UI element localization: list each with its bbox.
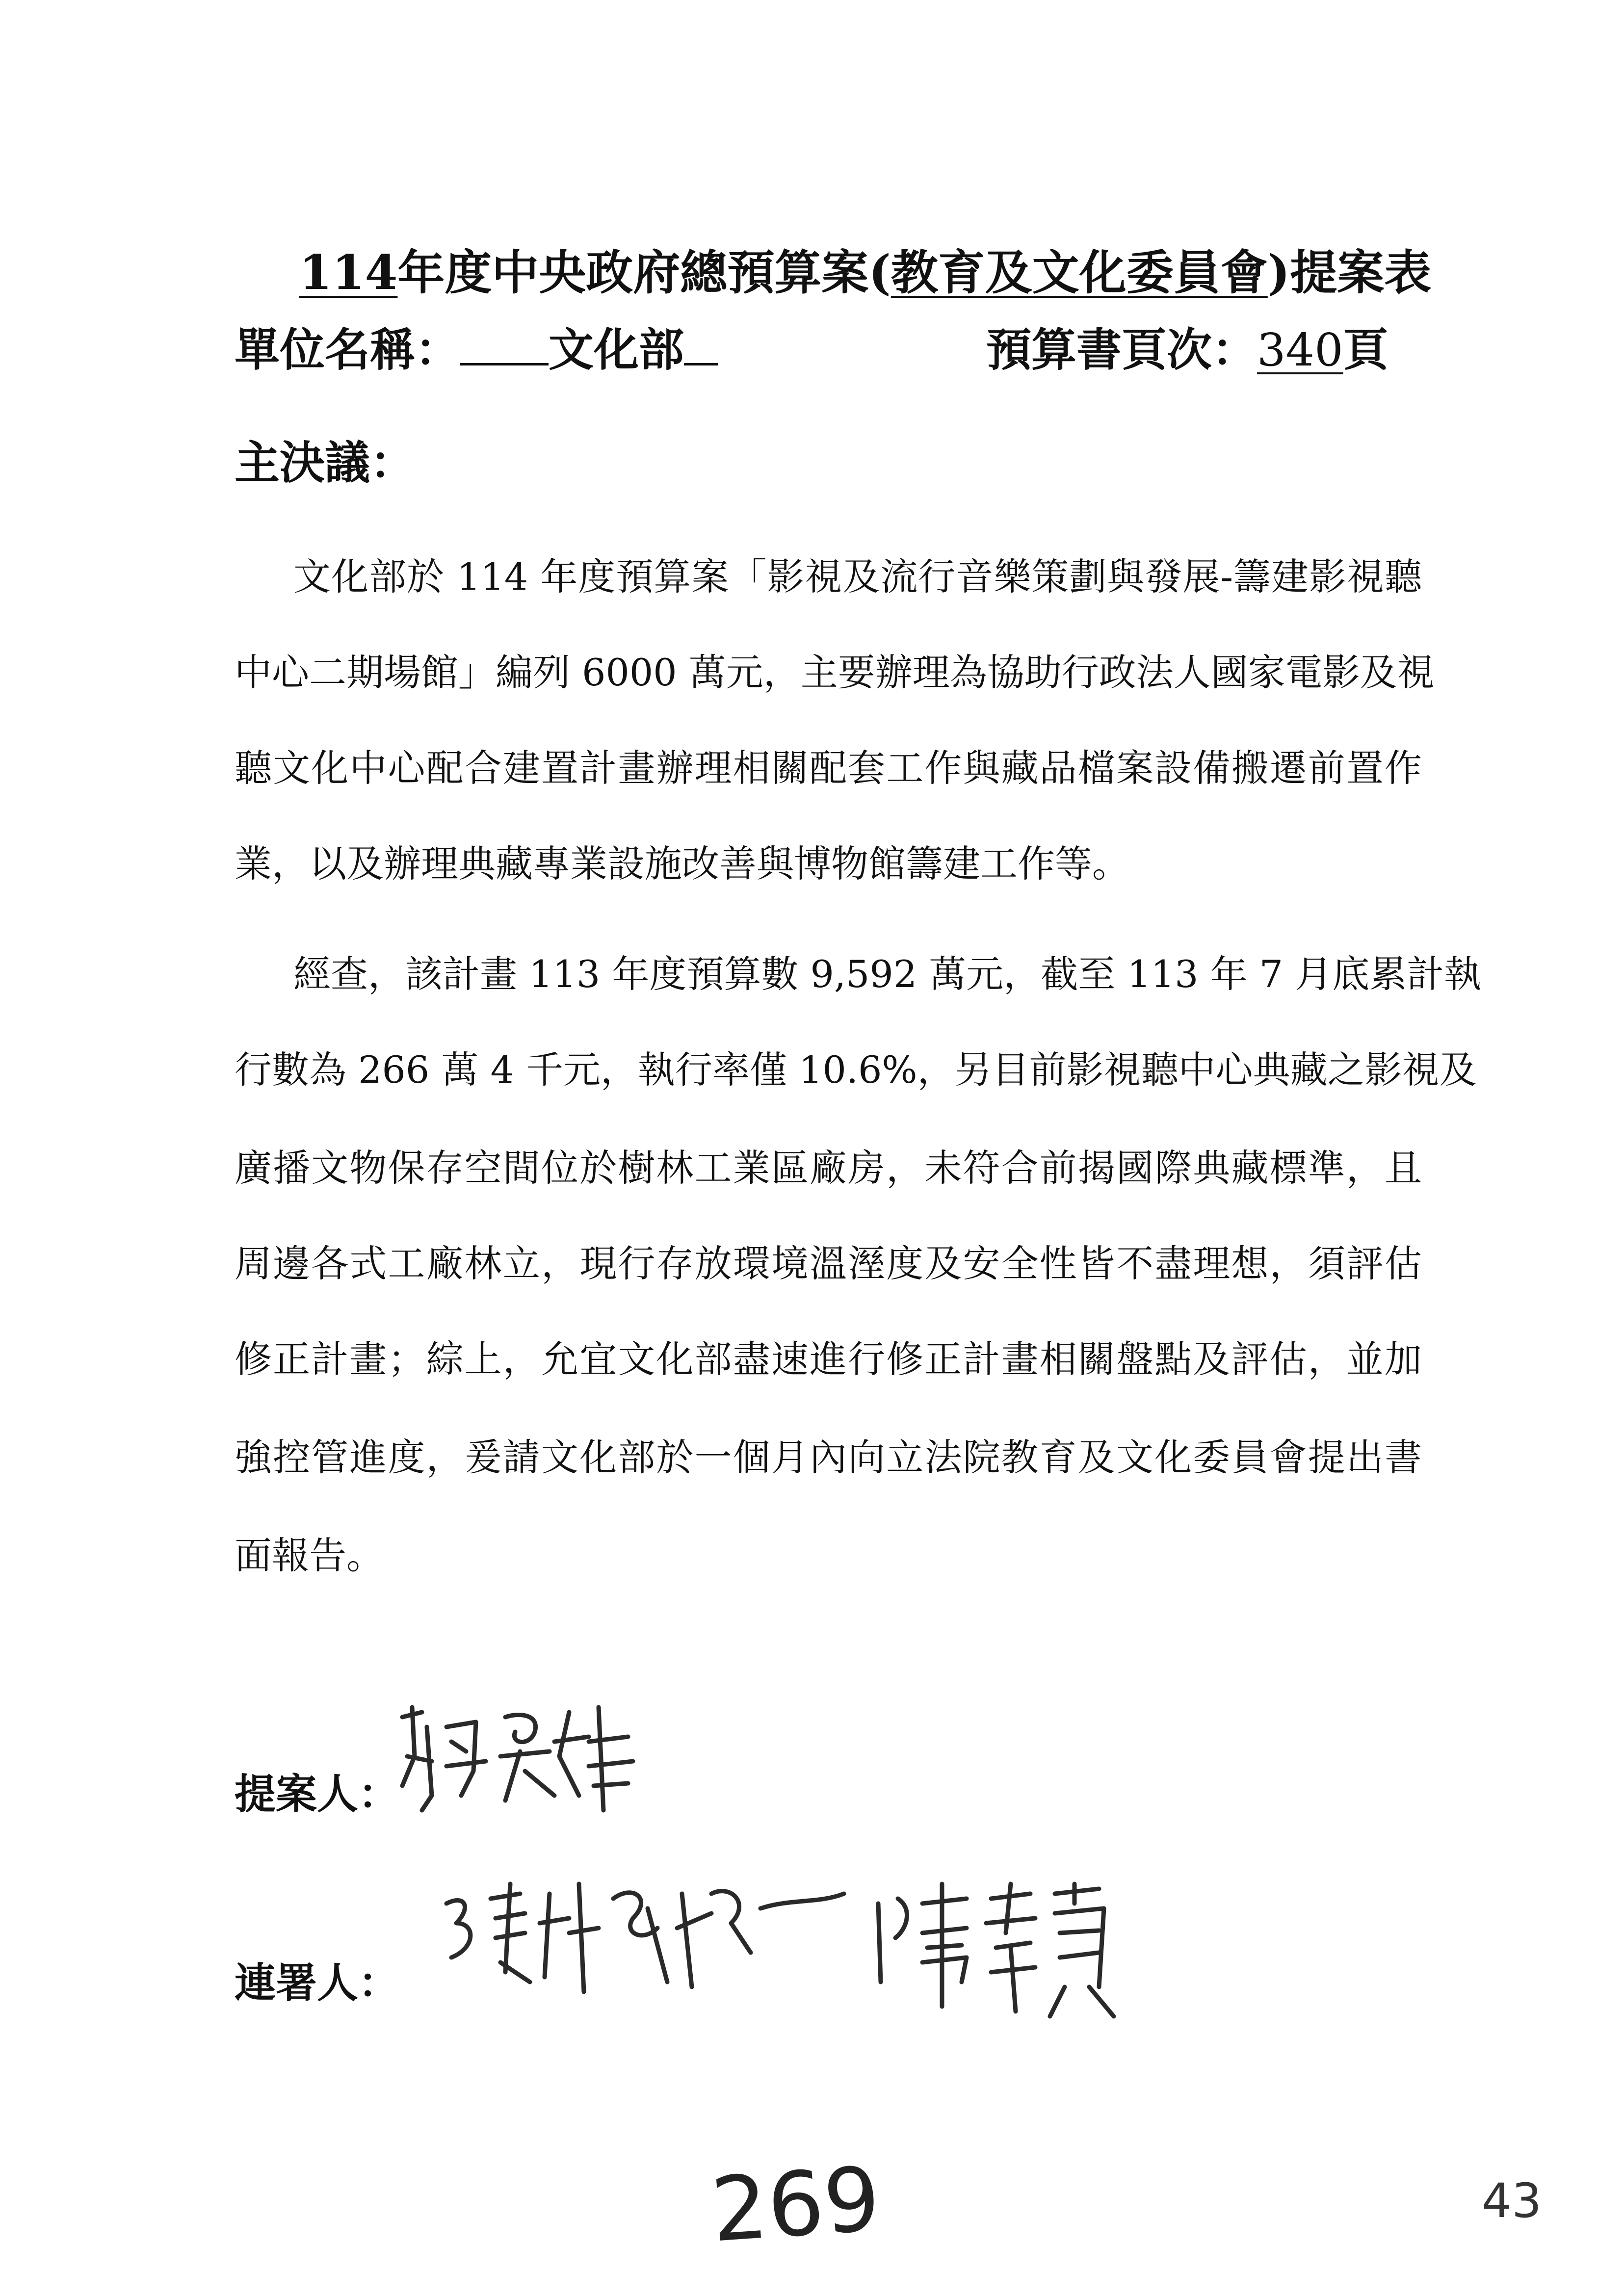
body-line: 面報告。 — [235, 1534, 384, 1577]
proposer-label: 提案人： — [235, 1770, 400, 1818]
body-line: 經查，該計畫 113 年度預算數 9,592 萬元，截至 113 年 7 月底累計執 — [293, 952, 1482, 996]
page-reference — [986, 314, 1388, 379]
body-line: 修正計畫；綜上，允宜文化部盡速進行修正計畫相關盤點及評估，並加 — [235, 1337, 1422, 1381]
title-part1: 年度中央政府總預算案( — [397, 245, 891, 300]
document-title — [299, 235, 1431, 303]
page-ref-value: 340 — [1257, 324, 1343, 376]
handwritten-page-number: 269 — [708, 2148, 884, 2262]
body-line: 強控管進度，爰請文化部於一個月內向立法院教育及文化委員會提出書 — [235, 1435, 1422, 1479]
body-line: 周邊各式工廠林立，現行存放環境溫溼度及安全性皆不盡理想，須評估 — [235, 1242, 1422, 1285]
body-line: 行數為 266 萬 4 千元，執行率僅 10.6%，另目前影視聽中心典藏之影視及 — [235, 1048, 1477, 1092]
body-line: 文化部於 114 年度預算案「影視及流行音樂策劃與發展-籌建影視聽 — [293, 555, 1422, 599]
body-line: 廣播文物保存空間位於樹林工業區廠房，未符合前揭國際典藏標準，且 — [235, 1146, 1422, 1190]
corner-page-number: 43 — [1482, 2173, 1542, 2228]
page-ref-suffix: 頁 — [1343, 323, 1388, 376]
page-ref-label: 預算書頁次： — [986, 323, 1257, 376]
unit-row — [235, 314, 718, 379]
unit-value: 文化部 — [549, 323, 684, 376]
unit-underline — [460, 324, 549, 365]
body-line: 聽文化中心配合建置計畫辦理相關配套工作與藏品檔案設備搬遷前置作 — [235, 746, 1422, 790]
body-line: 中心二期場館」編列 6000 萬元，主要辦理為協助行政法人國家電影及視 — [235, 651, 1435, 694]
cosigner-signature-2 — [868, 1874, 1143, 2031]
body-line: 業，以及辦理典藏專業設施改善與博物館籌建工作等。 — [235, 842, 1129, 886]
title-year: 114 — [299, 245, 398, 300]
title-committee: 教育及文化委員會 — [891, 245, 1268, 300]
cosigner-signature-1 — [437, 1864, 859, 2041]
unit-underline-end — [684, 324, 718, 365]
cosigner-label: 連署人： — [235, 1958, 400, 2007]
title-part2: )提案表 — [1267, 245, 1432, 300]
unit-label: 單位名稱： — [235, 323, 461, 376]
proposer-signature — [393, 1697, 667, 1845]
main-resolution-heading: 主決議： — [235, 436, 416, 489]
